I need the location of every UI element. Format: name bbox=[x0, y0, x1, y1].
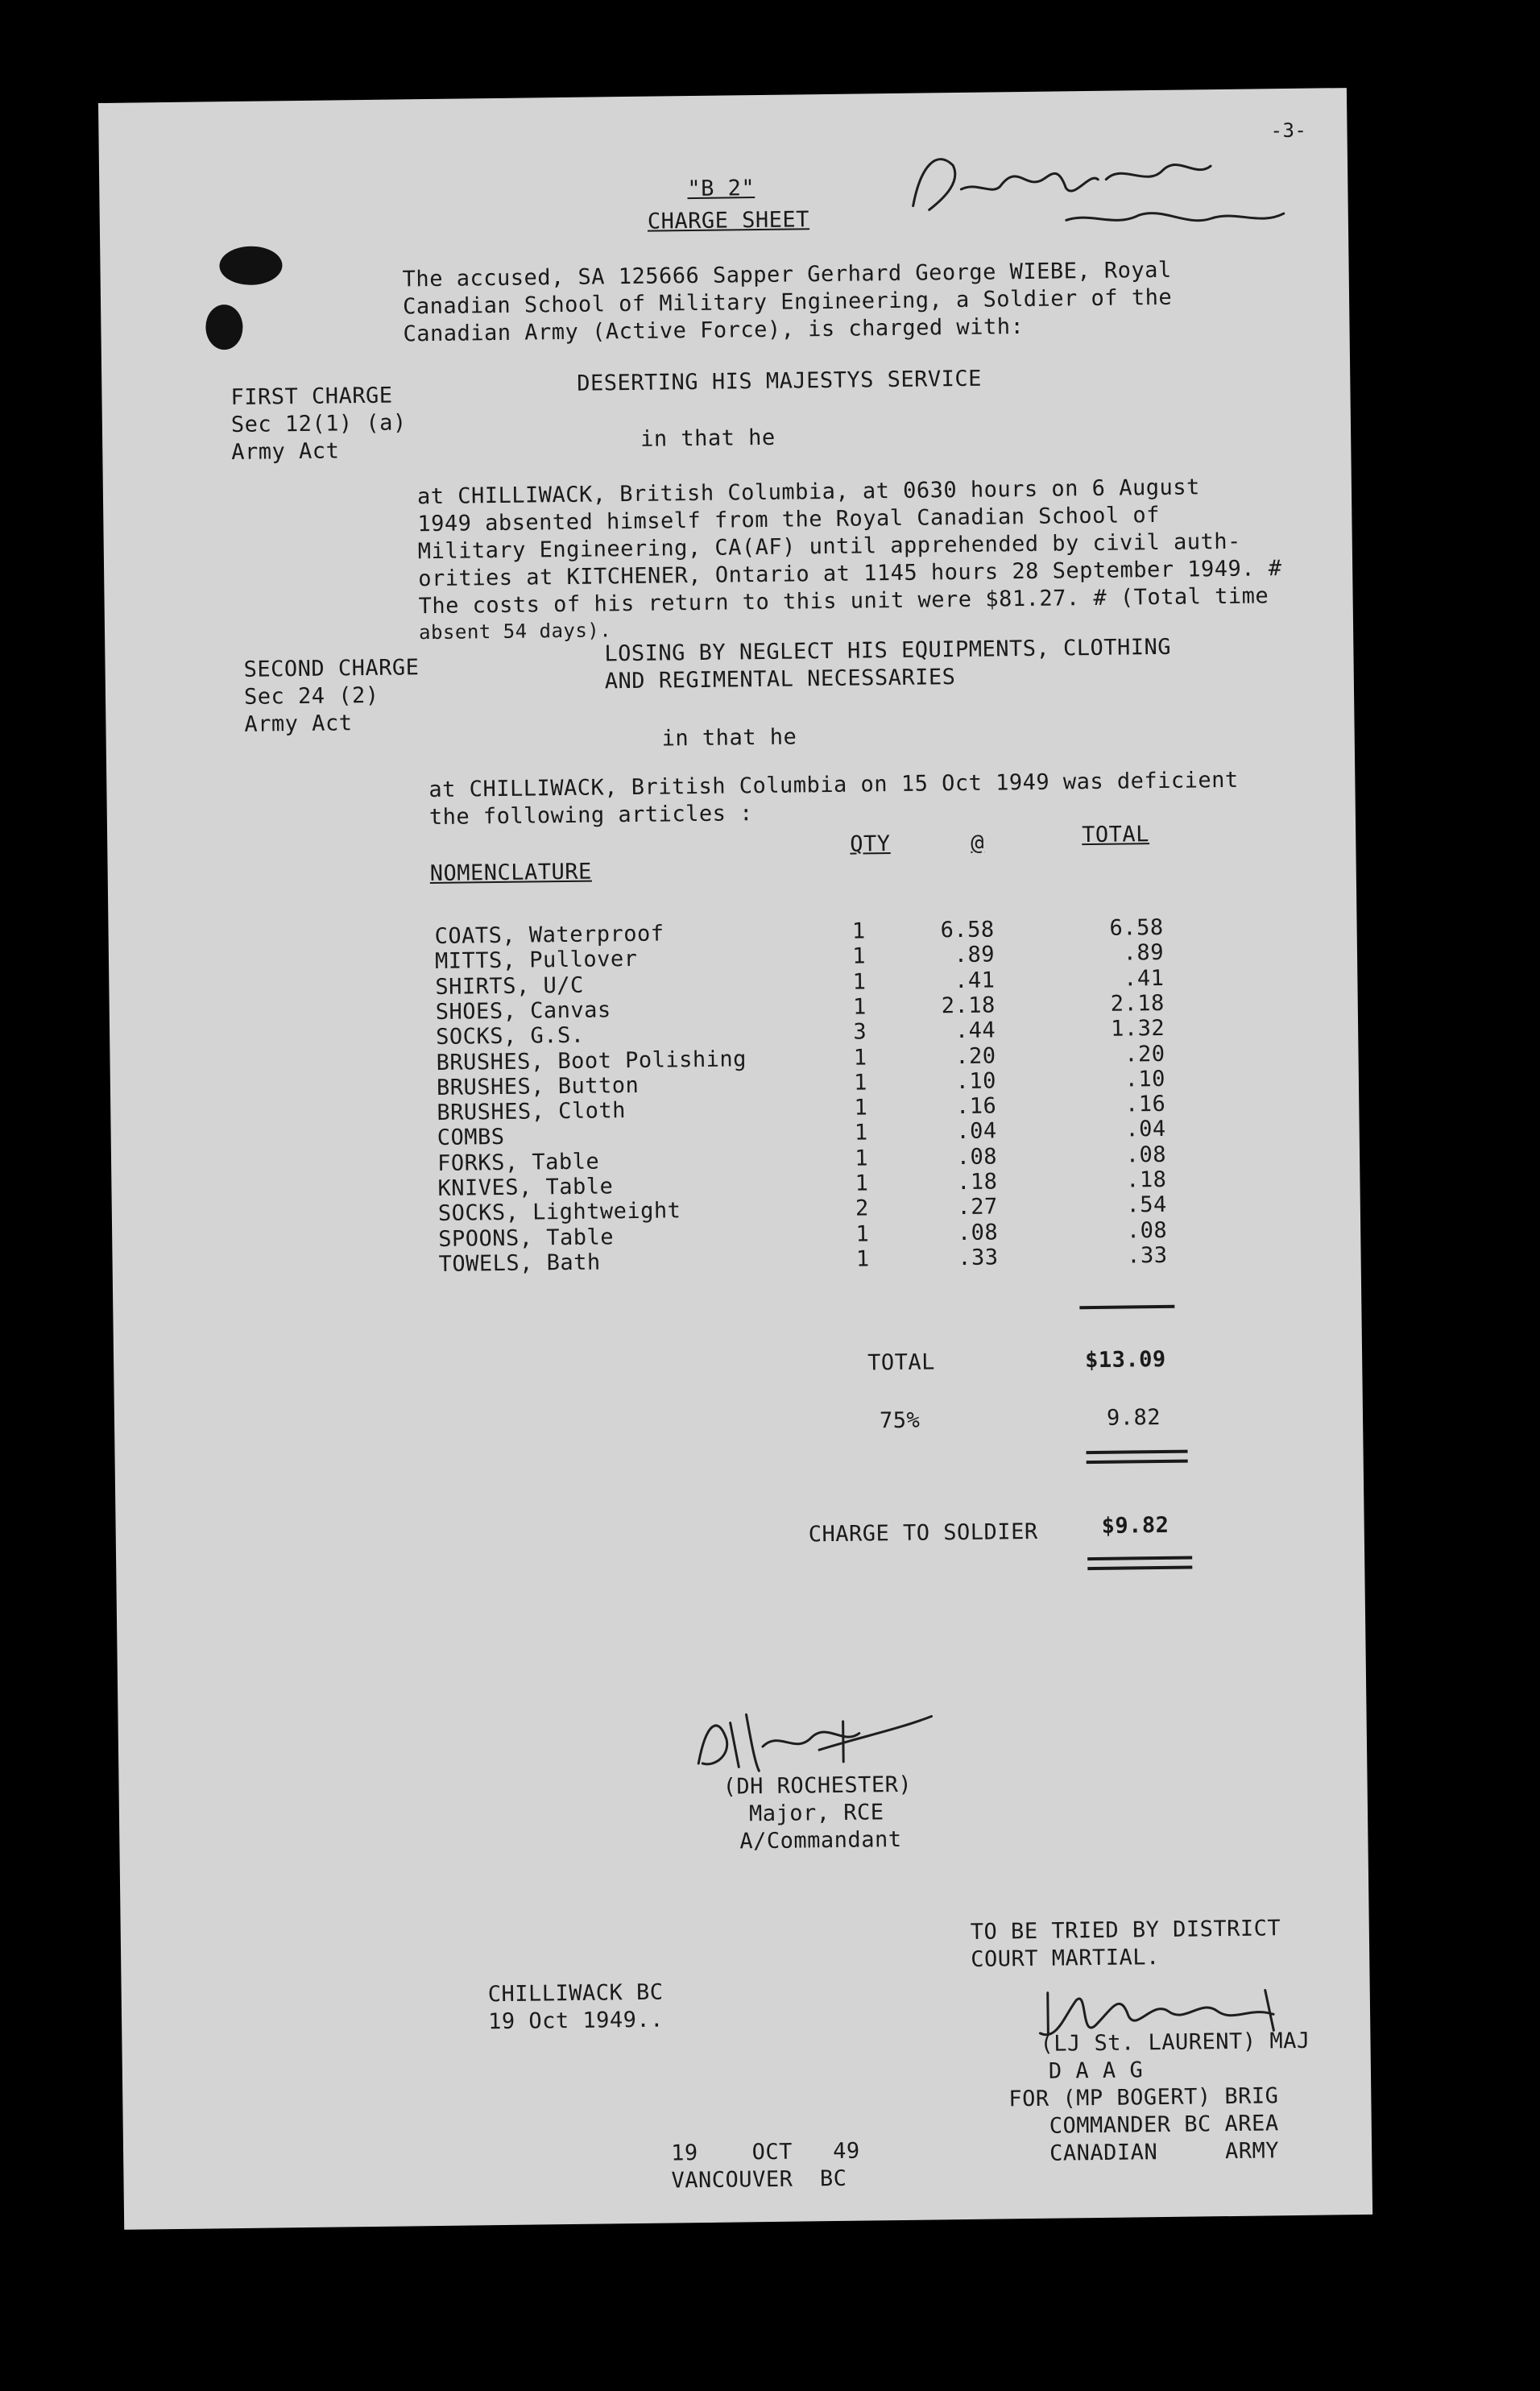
row-3-item: SHOES, Canvas bbox=[435, 997, 611, 1025]
page-number: -3- bbox=[1270, 118, 1307, 143]
accused-line-3: Canadian Army (Active Force), is charged with: bbox=[403, 313, 1025, 347]
row-5-total: .20 bbox=[1124, 1041, 1165, 1067]
row-13-item: TOWELS, Bath bbox=[438, 1249, 601, 1277]
header-at: @ bbox=[971, 830, 985, 856]
authority-army: CANADIAN ARMY bbox=[1049, 2138, 1280, 2166]
row-0-at: 6.58 bbox=[940, 917, 995, 943]
row-4-qty: 3 bbox=[853, 1019, 867, 1045]
first-charge-line-4: orities at KITCHENER, Ontario at 1145 hours 28 September 1949. # bbox=[418, 556, 1282, 592]
row-9-total: .08 bbox=[1125, 1142, 1167, 1168]
row-1-at: .89 bbox=[954, 942, 996, 968]
accused-line-2: Canadian School of Military Engineering, a Soldier of the bbox=[402, 284, 1173, 320]
officer-title: A/Commandant bbox=[739, 1826, 902, 1854]
row-12-total: .08 bbox=[1126, 1217, 1168, 1244]
annex-label: "B 2" bbox=[687, 176, 756, 202]
header-total: TOTAL bbox=[1082, 822, 1150, 848]
authority-role: D A A G bbox=[1048, 2057, 1144, 2084]
row-8-at: .04 bbox=[956, 1118, 997, 1145]
row-9-at: .08 bbox=[956, 1144, 998, 1170]
percent-rule-2 bbox=[1087, 1460, 1188, 1465]
row-5-item: BRUSHES, Boot Polishing bbox=[436, 1046, 747, 1075]
row-8-qty: 1 bbox=[854, 1120, 868, 1146]
percent-rule-1 bbox=[1087, 1450, 1188, 1455]
row-10-item: KNIVES, Table bbox=[437, 1174, 614, 1201]
percent-label: 75% bbox=[879, 1407, 921, 1434]
row-6-total: .10 bbox=[1124, 1066, 1166, 1092]
row-5-qty: 1 bbox=[853, 1044, 867, 1071]
accused-line-1: The accused, SA 125666 Sapper Gerhard George WIEBE, Royal bbox=[402, 257, 1172, 292]
row-8-item: COMBS bbox=[437, 1125, 505, 1151]
first-charge-line-3: Military Engineering, CA(AF) until apprehended by civil auth- bbox=[417, 528, 1242, 565]
row-13-qty: 1 bbox=[855, 1246, 870, 1272]
charge-rule-1 bbox=[1087, 1556, 1192, 1561]
first-charge-line-2: 1949 absented himself from the Royal Canadian School of bbox=[417, 502, 1161, 537]
row-7-at: .16 bbox=[955, 1093, 997, 1120]
president-signature bbox=[905, 129, 1293, 255]
header-qty: QTY bbox=[850, 831, 891, 857]
first-charge-margin-1: FIRST CHARGE bbox=[230, 383, 393, 411]
row-0-qty: 1 bbox=[851, 918, 866, 944]
row-13-at: .33 bbox=[958, 1245, 999, 1270]
row-1-qty: 1 bbox=[852, 943, 867, 969]
second-charge-offence-2: AND REGIMENTAL NECESSARIES bbox=[604, 665, 956, 694]
row-2-item: SHIRTS, U/C bbox=[435, 972, 584, 1000]
row-3-at: 2.18 bbox=[941, 992, 996, 1019]
row-13-total: .33 bbox=[1127, 1242, 1168, 1269]
first-charge-line-5: The costs of his return to this unit were $81.27. # (Total time bbox=[418, 583, 1269, 620]
second-charge-line-2: the following articles : bbox=[428, 801, 754, 831]
row-11-item: SOCKS, Lightweight bbox=[437, 1198, 681, 1227]
second-charge-margin-1: SECOND CHARGE bbox=[243, 655, 420, 682]
row-0-total: 6.58 bbox=[1109, 914, 1164, 941]
total-value: $13.09 bbox=[1084, 1346, 1166, 1374]
row-4-at: .44 bbox=[954, 1017, 996, 1044]
first-charge-in-that: in that he bbox=[640, 425, 776, 452]
second-charge-in-that: in that he bbox=[661, 724, 797, 752]
row-10-at: .18 bbox=[956, 1169, 998, 1196]
charge-to-soldier-value: $9.82 bbox=[1101, 1512, 1169, 1539]
first-charge-margin-2: Sec 12(1) (a) bbox=[230, 410, 407, 438]
row-3-qty: 1 bbox=[852, 994, 867, 1020]
row-4-total: 1.32 bbox=[1110, 1016, 1165, 1042]
row-6-qty: 1 bbox=[853, 1070, 868, 1096]
row-12-qty: 1 bbox=[855, 1221, 870, 1247]
disposition-line-2: COURT MARTIAL. bbox=[971, 1945, 1160, 1972]
row-11-at: .27 bbox=[957, 1194, 999, 1220]
row-2-total: .41 bbox=[1123, 965, 1165, 992]
row-4-item: SOCKS, G.S. bbox=[436, 1022, 585, 1050]
row-12-at: .08 bbox=[957, 1220, 999, 1245]
row-1-item: MITTS, Pullover bbox=[434, 947, 638, 975]
stamp-place: VANCOUVER BC bbox=[671, 2165, 847, 2194]
row-2-at: .41 bbox=[954, 968, 996, 993]
row-0-item: COATS, Waterproof bbox=[434, 921, 664, 949]
document-title: CHARGE SHEET bbox=[647, 207, 810, 234]
authority-for: FOR (MP BOGERT) BRIG bbox=[1008, 2083, 1279, 2112]
disposition-line-1: TO BE TRIED BY DISTRICT bbox=[970, 1916, 1281, 1945]
place: CHILLIWACK BC bbox=[487, 1979, 664, 2008]
second-charge-margin-3: Army Act bbox=[244, 711, 353, 737]
ink-blot-2 bbox=[205, 305, 243, 350]
first-charge-line-6: absent 54 days). bbox=[418, 619, 612, 644]
row-5-at: .20 bbox=[955, 1042, 996, 1069]
first-charge-line-1: at CHILLIWACK, British Columbia, at 0630 hours on 6 August bbox=[416, 474, 1200, 510]
row-1-total: .89 bbox=[1123, 940, 1165, 966]
row-3-total: 2.18 bbox=[1110, 990, 1165, 1017]
second-charge-offence-1: LOSING BY NEGLECT HIS EQUIPMENTS, CLOTHING bbox=[604, 634, 1172, 667]
row-9-qty: 1 bbox=[855, 1146, 869, 1171]
authority-command: COMMANDER BC AREA bbox=[1049, 2111, 1279, 2139]
row-6-at: .10 bbox=[955, 1068, 997, 1094]
charge-rule-2 bbox=[1087, 1566, 1192, 1571]
row-11-qty: 2 bbox=[855, 1196, 870, 1221]
authority-name: (LJ St. LAURENT) MAJ bbox=[1040, 2028, 1310, 2057]
first-charge-margin-3: Army Act bbox=[231, 438, 340, 466]
charge-sheet-page bbox=[98, 88, 1372, 2230]
ink-blot-1 bbox=[219, 246, 283, 285]
row-2-qty: 1 bbox=[852, 969, 867, 995]
date: 19 Oct 1949.. bbox=[487, 2007, 664, 2035]
row-10-total: .18 bbox=[1125, 1166, 1167, 1193]
row-7-item: BRUSHES, Cloth bbox=[437, 1098, 627, 1126]
row-10-qty: 1 bbox=[855, 1171, 869, 1196]
stamp-date: 19 OCT 49 bbox=[670, 2138, 860, 2166]
first-charge-offence: DESERTING HIS MAJESTYS SERVICE bbox=[577, 366, 983, 396]
total-label: TOTAL bbox=[867, 1349, 936, 1376]
subtotal-rule bbox=[1079, 1305, 1174, 1309]
row-7-total: .16 bbox=[1124, 1091, 1166, 1117]
row-11-total: .54 bbox=[1126, 1192, 1167, 1218]
row-6-item: BRUSHES, Button bbox=[436, 1072, 640, 1100]
officer-name: (DH ROCHESTER) bbox=[722, 1771, 913, 1800]
row-9-item: FORKS, Table bbox=[437, 1149, 600, 1176]
second-charge-line-1: at CHILLIWACK, British Columbia on 15 Oct 1949 was deficient bbox=[428, 767, 1239, 803]
officer-rank: Major, RCE bbox=[748, 1800, 884, 1827]
second-charge-margin-2: Sec 24 (2) bbox=[243, 682, 379, 710]
row-8-total: .04 bbox=[1125, 1117, 1166, 1142]
header-nomenclature: NOMENCLATURE bbox=[429, 859, 592, 887]
row-12-item: SPOONS, Table bbox=[438, 1224, 615, 1252]
percent-value: 9.82 bbox=[1106, 1405, 1161, 1431]
row-7-qty: 1 bbox=[854, 1095, 868, 1121]
charge-to-soldier-label: CHARGE TO SOLDIER bbox=[808, 1519, 1038, 1548]
